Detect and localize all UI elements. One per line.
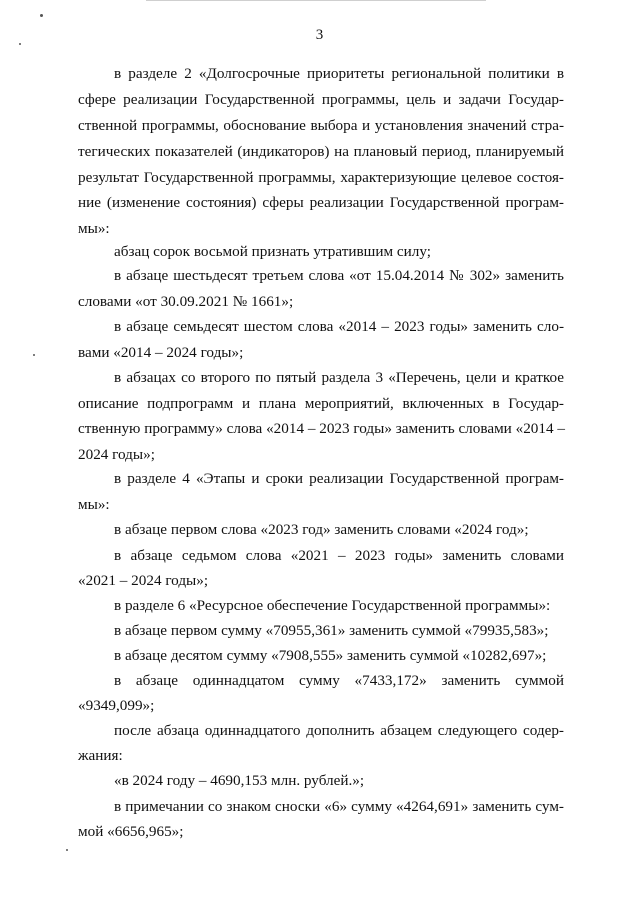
text-line: в абзаце первом сумму «70955,361» заменить суммой «79935,583»; xyxy=(114,622,549,639)
text-line: мой «6656,965»; xyxy=(78,823,184,840)
text-line: сфере реализации Государственной программы, цель и задачи Государ- xyxy=(78,91,564,108)
text-line: в разделе 4 «Этапы и сроки реализации Государственной програм- xyxy=(114,470,564,487)
scan-speck xyxy=(66,849,68,851)
scan-speck xyxy=(40,14,43,17)
page-number: 3 xyxy=(315,27,324,43)
text-line: описание подпрограмм и плана мероприятий, включенных в Государ- xyxy=(78,395,564,412)
text-line: ственной программы, обоснование выбора и установления значений стра- xyxy=(78,117,564,134)
scan-edge-line xyxy=(146,0,486,1)
text-line: мы»: xyxy=(78,496,110,513)
scan-speck xyxy=(33,354,35,356)
text-line: ние (изменение состояния) сферы реализации Государственной програм- xyxy=(78,194,564,211)
text-line: в абзаце одиннадцатом сумму «7433,172» заменить суммой xyxy=(114,672,564,689)
text-line: «9349,099»; xyxy=(78,697,155,714)
text-line: после абзаца одиннадцатого дополнить абзацем следующего содер- xyxy=(114,722,564,739)
text-line: результат Государственной программы, характеризующие целевое состоя- xyxy=(78,169,564,186)
text-line: тегических показателей (индикаторов) на плановый период, планируемый xyxy=(78,143,564,160)
text-line: в абзаце седьмом слова «2021 – 2023 годы» заменить словами xyxy=(114,547,564,564)
text-line: в абзаце первом слова «2023 год» заменить словами «2024 год»; xyxy=(114,521,529,538)
text-line: в абзаце десятом сумму «7908,555» заменить суммой «10282,697»; xyxy=(114,647,547,664)
text-line: «2021 – 2024 годы»; xyxy=(78,572,209,589)
text-line: в абзацах со второго по пятый раздела 3 «Перечень, цели и краткое xyxy=(114,369,564,386)
text-line: в примечании со знаком сноски «6» сумму «4264,691» заменить сум- xyxy=(114,798,564,815)
text-line: 2024 годы»; xyxy=(78,446,155,463)
text-line: в разделе 2 «Долгосрочные приоритеты региональной политики в xyxy=(114,65,564,82)
text-line: в абзаце шестьдесят третьем слова «от 15.04.2014 № 302» заменить xyxy=(114,267,564,284)
text-line: вами «2014 – 2024 годы»; xyxy=(78,344,244,361)
text-line: жания: xyxy=(78,747,123,764)
text-line: «в 2024 году – 4690,153 млн. рублей.»; xyxy=(114,772,365,789)
text-line: в абзаце семьдесят шестом слова «2014 – 2023 годы» заменить сло- xyxy=(114,318,564,335)
text-line: мы»: xyxy=(78,220,110,237)
text-line: словами «от 30.09.2021 № 1661»; xyxy=(78,293,294,310)
text-line: ственную программу» слова «2014 – 2023 годы» заменить словами «2014 – xyxy=(78,420,565,437)
text-line: абзац сорок восьмой признать утратившим силу; xyxy=(114,243,431,260)
text-line: в разделе 6 «Ресурсное обеспечение Государственной программы»: xyxy=(114,597,551,614)
